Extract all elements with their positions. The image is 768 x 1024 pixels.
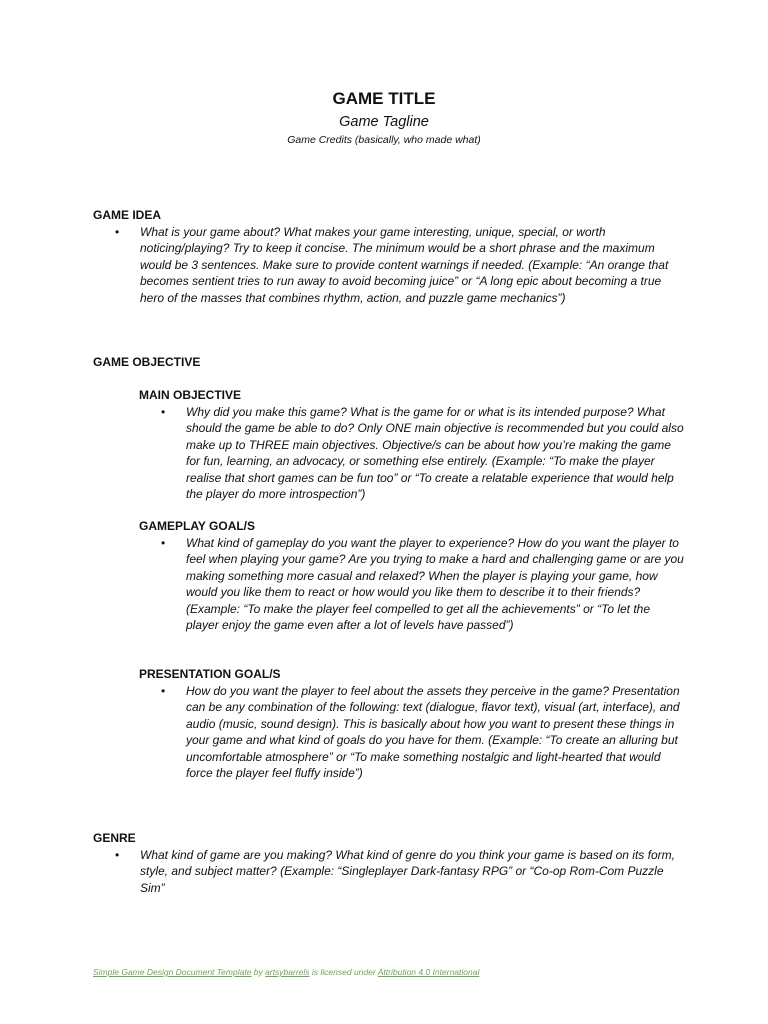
footer-by: by — [251, 967, 266, 977]
subsection-main-objective — [139, 387, 684, 502]
license-footer — [93, 967, 479, 977]
bullet-icon: • — [115, 225, 120, 239]
section-game-idea — [93, 207, 683, 306]
presentation-goals-text: How do you want the player to feel about the assets they perceive in the game? Presentation can be any combination of the following: text (dialogue, flavor text), visual (art, interface), and audio (music, sound design). This is basically about how you want to present these things in your game and what kind of goals do you have for them. (Example: “To create an alluring but uncomfortable atmosphere” or “To make something nostalgic and light-hearted that would force the player feel fluffy inside”) — [186, 684, 680, 781]
list-item — [139, 404, 684, 502]
footer-licensed: is licensed under — [309, 967, 378, 977]
game-credits: Game Credits (basically, who made what) — [287, 134, 481, 146]
list-item — [93, 224, 683, 306]
section-genre — [93, 830, 683, 896]
section-game-objective — [93, 354, 683, 370]
title-block — [0, 88, 768, 147]
heading-gameplay-goals: GAMEPLAY GOAL/S — [139, 519, 256, 533]
list-item — [139, 535, 684, 633]
heading-presentation-goals: PRESENTATION GOAL/S — [139, 667, 281, 681]
heading-game-idea: GAME IDEA — [93, 208, 162, 222]
heading-main-objective: MAIN OBJECTIVE — [139, 388, 242, 402]
heading-game-objective: GAME OBJECTIVE — [93, 355, 201, 369]
bullet-icon: • — [161, 405, 166, 419]
template-link[interactable]: Simple Game Design Document Template — [93, 967, 252, 977]
game-idea-text: What is your game about? What makes your game interesting, unique, special, or worth noticing/playing? Try to keep it concise. The minimum would be a short phrase and the maximum would be 3 sentences. Make sure to provide content warnings if needed. (Example: “An orange that becomes sentient tries to run away to avoid becoming juice” or “A long epic about becoming a true hero of the masses that combines rhythm, action, and puzzle game mechanics”) — [140, 225, 669, 305]
heading-genre: GENRE — [93, 831, 136, 845]
game-title: GAME TITLE — [332, 89, 436, 108]
author-link[interactable]: artsybarrels — [265, 967, 310, 977]
subsection-presentation-goals — [139, 666, 684, 781]
bullet-icon: • — [161, 684, 166, 698]
license-link[interactable]: Attribution 4.0 International — [377, 967, 480, 977]
game-tagline: Game Tagline — [339, 114, 429, 130]
subsection-gameplay-goals — [139, 518, 684, 633]
bullet-icon: • — [161, 536, 166, 550]
main-objective-text: Why did you make this game? What is the game for or what is its intended purpose? What should the game be able to do? Only ONE main objective is recommended but you could also make up to THREE main objectives. Objective/s can be about how you’re making the game for fun, learning, an advocacy, or something else entirely. (Example: “To make the player realise that short games can be fun too” or “To create a relatable experience that would help the player do more introspection”) — [186, 405, 684, 502]
gameplay-goals-text: What kind of gameplay do you want the player to experience? How do you want the player to feel when playing your game? Are you trying to make a hard and challenging game or are you making something more casual and relaxed? When the player is playing your game, how would you like them to react or how would you like them to describe it to their friends? (Example: “To make the player feel compelled to get all the achievements” or “To let the player enjoy the game even after a lot of levels have passed”) — [186, 536, 684, 633]
genre-text: What kind of game are you making? What kind of genre do you think your game is based on its form, style, and subject matter? (Example: “Singleplayer Dark-fantasy RPG” or “Co-op Rom-Com Puzzle Sim” — [140, 848, 675, 895]
list-item — [139, 683, 684, 781]
list-item — [93, 847, 683, 896]
bullet-icon: • — [115, 848, 120, 862]
